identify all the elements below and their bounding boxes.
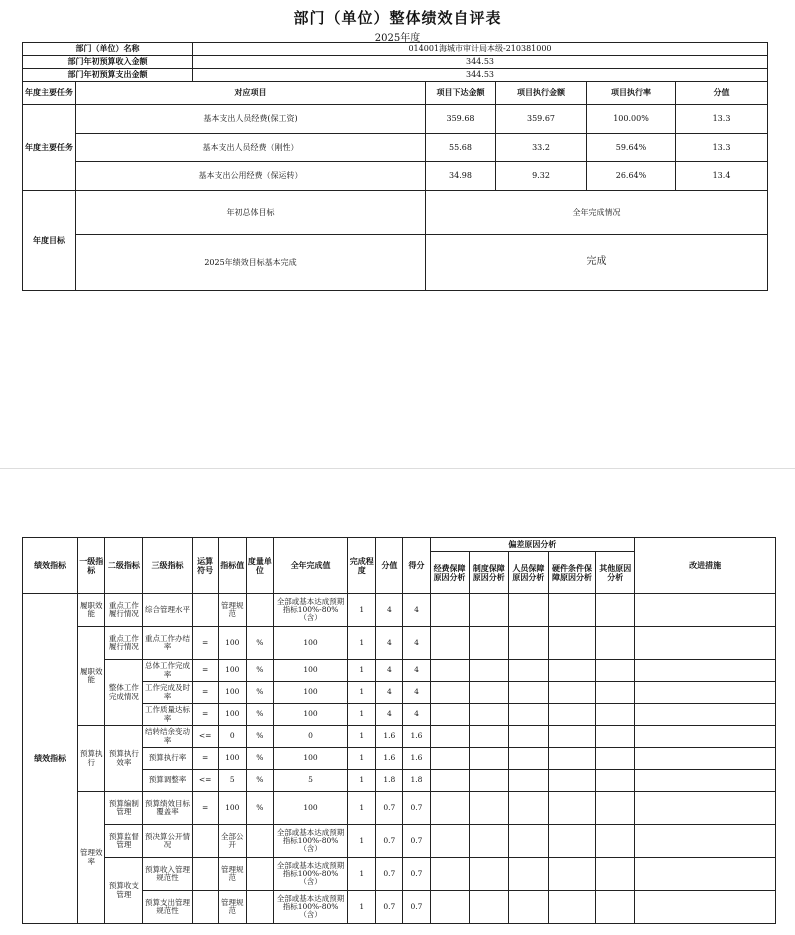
task-issued: 34.98 xyxy=(426,162,496,191)
target-cell: 管理规范 xyxy=(218,891,246,924)
page-divider xyxy=(0,468,795,469)
hardware-cell xyxy=(548,748,595,770)
score-cell: 4 xyxy=(376,682,403,704)
degree-cell: 1 xyxy=(348,748,376,770)
unit-cell: % xyxy=(246,660,273,682)
score-cell: 0.7 xyxy=(376,792,403,825)
system-cell xyxy=(469,660,508,682)
staff-cell xyxy=(508,858,548,891)
l3-header: 三级指标 xyxy=(143,538,192,594)
task-issued: 359.68 xyxy=(426,105,496,134)
other-cell xyxy=(596,858,635,891)
staff-cell xyxy=(508,660,548,682)
task-item: 基本支出人员经费(保工资) xyxy=(76,105,426,134)
l2-header: 二级指标 xyxy=(105,538,143,594)
degree-cell: 1 xyxy=(348,792,376,825)
op-cell xyxy=(192,825,218,858)
expense-label: 部门年初预算支出金额 xyxy=(23,69,193,82)
task-row xyxy=(23,162,768,191)
got-cell: 1.6 xyxy=(403,748,430,770)
degree-cell: 1 xyxy=(348,891,376,924)
score-col-header: 分值 xyxy=(676,82,768,105)
task-rate: 100.00% xyxy=(587,105,676,134)
measures-cell xyxy=(635,770,776,792)
l1-cell: 管理效率 xyxy=(78,792,105,924)
other-cell xyxy=(596,891,635,924)
score-cell: 4 xyxy=(376,594,403,627)
fund-cell xyxy=(430,682,469,704)
unit-cell: % xyxy=(246,770,273,792)
l3-cell: 预算执行率 xyxy=(143,748,192,770)
hardware-cell xyxy=(548,726,595,748)
got-cell: 0.7 xyxy=(403,825,430,858)
score-cell: 4 xyxy=(376,627,403,660)
income-value: 344.53 xyxy=(193,56,768,69)
system-cell xyxy=(469,594,508,627)
target-cell: 100 xyxy=(218,792,246,825)
target-cell: 管理规范 xyxy=(218,594,246,627)
got-cell: 0.7 xyxy=(403,792,430,825)
unit-cell xyxy=(246,891,273,924)
measures-cell xyxy=(635,627,776,660)
got-cell: 1.8 xyxy=(403,770,430,792)
l3-cell: 工作完成及时率 xyxy=(143,682,192,704)
income-label: 部门年初预算收入金额 xyxy=(23,56,193,69)
l1-cell: 履职效能 xyxy=(78,627,105,726)
unit-cell: % xyxy=(246,792,273,825)
got-cell: 4 xyxy=(403,660,430,682)
got-cell: 0.7 xyxy=(403,891,430,924)
perf-row xyxy=(23,726,776,748)
op-cell: = xyxy=(192,627,218,660)
system-cell xyxy=(469,704,508,726)
op-cell: = xyxy=(192,660,218,682)
deviation-header: 偏差原因分析 xyxy=(430,538,635,552)
score-cell: 1.8 xyxy=(376,770,403,792)
fund-cell xyxy=(430,891,469,924)
self-evaluation-summary-table xyxy=(22,42,768,291)
hardware-cell xyxy=(548,594,595,627)
got-header: 得分 xyxy=(403,538,430,594)
other-cell xyxy=(596,627,635,660)
degree-cell: 1 xyxy=(348,825,376,858)
op-cell: = xyxy=(192,748,218,770)
other-cell xyxy=(596,660,635,682)
l3-cell: 结转结余变动率 xyxy=(143,726,192,748)
kpi-header: 绩效指标 xyxy=(23,538,78,594)
system-cell xyxy=(469,891,508,924)
l3-cell: 综合管理水平 xyxy=(143,594,192,627)
score-cell: 0.7 xyxy=(376,825,403,858)
hardware-cell xyxy=(548,682,595,704)
op-cell: <= xyxy=(192,726,218,748)
system-header: 制度保障原因分析 xyxy=(469,552,508,594)
task-row xyxy=(23,133,768,162)
report-year: 2025年度 xyxy=(374,33,421,44)
score-header: 分值 xyxy=(376,538,403,594)
system-cell xyxy=(469,792,508,825)
annual-cell: 100 xyxy=(273,660,347,682)
fund-cell xyxy=(430,792,469,825)
perf-header-row xyxy=(23,538,776,552)
unit-header: 度量单位 xyxy=(246,538,273,594)
degree-cell: 1 xyxy=(348,704,376,726)
other-cell xyxy=(596,594,635,627)
op-cell xyxy=(192,891,218,924)
annual-cell: 全部或基本达成预期指标100%-80%（含） xyxy=(273,825,347,858)
system-cell xyxy=(469,726,508,748)
system-cell xyxy=(469,682,508,704)
unit-cell: % xyxy=(246,726,273,748)
page-title: 部门（单位）整体绩效自评表 xyxy=(293,9,502,27)
unit-cell: % xyxy=(246,627,273,660)
goal-target: 2025年绩效目标基本完成 xyxy=(76,234,426,290)
system-cell xyxy=(469,748,508,770)
score-cell: 0.7 xyxy=(376,858,403,891)
fund-header: 经费保障原因分析 xyxy=(430,552,469,594)
op-cell: <= xyxy=(192,770,218,792)
staff-cell xyxy=(508,792,548,825)
target-cell: 100 xyxy=(218,627,246,660)
annual-cell: 100 xyxy=(273,682,347,704)
annual-cell: 100 xyxy=(273,704,347,726)
expense-value: 344.53 xyxy=(193,69,768,82)
other-cell xyxy=(596,704,635,726)
unit-cell xyxy=(246,825,273,858)
perf-row xyxy=(23,792,776,825)
performance-indicator-table xyxy=(22,537,776,924)
unit-cell: % xyxy=(246,682,273,704)
fund-cell xyxy=(430,704,469,726)
annual-cell: 100 xyxy=(273,748,347,770)
unit-name-label: 部门（单位）名称 xyxy=(23,43,193,56)
task-item: 基本支出人员经费（刚性） xyxy=(76,133,426,162)
hardware-cell xyxy=(548,660,595,682)
fund-cell xyxy=(430,825,469,858)
staff-cell xyxy=(508,825,548,858)
measures-cell xyxy=(635,682,776,704)
staff-cell xyxy=(508,682,548,704)
op-header: 运算符号 xyxy=(192,538,218,594)
staff-cell xyxy=(508,627,548,660)
l2-cell: 整体工作完成情况 xyxy=(105,660,143,726)
degree-cell: 1 xyxy=(348,770,376,792)
target-cell: 100 xyxy=(218,704,246,726)
task-exec: 9.32 xyxy=(496,162,587,191)
item-col-header: 对应项目 xyxy=(76,82,426,105)
annual-cell: 100 xyxy=(273,792,347,825)
measures-header: 改进措施 xyxy=(635,538,776,594)
perf-row xyxy=(23,825,776,858)
measures-cell xyxy=(635,792,776,825)
staff-cell xyxy=(508,748,548,770)
got-cell: 4 xyxy=(403,704,430,726)
got-cell: 0.7 xyxy=(403,858,430,891)
goal-target-header: 年初总体目标 xyxy=(76,190,426,234)
goal-done-header: 全年完成情况 xyxy=(426,190,768,234)
perf-row xyxy=(23,660,776,682)
l3-cell: 预算绩效目标覆盖率 xyxy=(143,792,192,825)
measures-cell xyxy=(635,748,776,770)
task-issued: 55.68 xyxy=(426,133,496,162)
l1-cell: 履职效能 xyxy=(78,594,105,627)
other-header: 其他原因分析 xyxy=(596,552,635,594)
l1-cell: 预算执行 xyxy=(78,726,105,792)
task-rate: 59.64% xyxy=(587,133,676,162)
rate-col-header: 项目执行率 xyxy=(587,82,676,105)
op-cell xyxy=(192,594,218,627)
exec-col-header: 项目执行金额 xyxy=(496,82,587,105)
target-cell: 0 xyxy=(218,726,246,748)
other-cell xyxy=(596,770,635,792)
staff-cell xyxy=(508,891,548,924)
score-cell: 4 xyxy=(376,704,403,726)
fund-cell xyxy=(430,660,469,682)
task-row-label: 年度主要任务 xyxy=(23,105,76,191)
hardware-cell xyxy=(548,704,595,726)
staff-cell xyxy=(508,704,548,726)
measures-cell xyxy=(635,594,776,627)
l3-cell: 预算支出管理规范性 xyxy=(143,891,192,924)
target-header: 指标值 xyxy=(218,538,246,594)
task-score: 13.3 xyxy=(676,133,768,162)
goal-content-row xyxy=(23,234,768,290)
degree-cell: 1 xyxy=(348,858,376,891)
other-cell xyxy=(596,682,635,704)
task-item: 基本支出公用经费（保运转） xyxy=(76,162,426,191)
degree-cell: 1 xyxy=(348,627,376,660)
unit-name-value: 014001海城市审计局本级-210381000 xyxy=(193,43,768,56)
system-cell xyxy=(469,770,508,792)
task-exec: 33.2 xyxy=(496,133,587,162)
l2-cell: 重点工作履行情况 xyxy=(105,594,143,627)
hardware-header: 硬件条件保障原因分析 xyxy=(548,552,595,594)
degree-cell: 1 xyxy=(348,726,376,748)
perf-row xyxy=(23,594,776,627)
fund-cell xyxy=(430,594,469,627)
fund-cell xyxy=(430,858,469,891)
perf-row xyxy=(23,858,776,891)
other-cell xyxy=(596,825,635,858)
l3-cell: 预决算公开情况 xyxy=(143,825,192,858)
annual-header: 全年完成值 xyxy=(273,538,347,594)
got-cell: 4 xyxy=(403,594,430,627)
got-cell: 1.6 xyxy=(403,726,430,748)
measures-cell xyxy=(635,726,776,748)
staff-header: 人员保障原因分析 xyxy=(508,552,548,594)
score-cell: 4 xyxy=(376,660,403,682)
measures-cell xyxy=(635,858,776,891)
degree-cell: 1 xyxy=(348,682,376,704)
hardware-cell xyxy=(548,770,595,792)
measures-cell xyxy=(635,891,776,924)
task-header-row xyxy=(23,82,768,105)
annual-cell: 全部或基本达成预期指标100%-80%（含） xyxy=(273,858,347,891)
op-cell: = xyxy=(192,682,218,704)
system-cell xyxy=(469,627,508,660)
task-exec: 359.67 xyxy=(496,105,587,134)
system-cell xyxy=(469,858,508,891)
target-cell: 5 xyxy=(218,770,246,792)
income-row xyxy=(23,56,768,69)
l3-cell: 重点工作办结率 xyxy=(143,627,192,660)
got-cell: 4 xyxy=(403,627,430,660)
degree-cell: 1 xyxy=(348,660,376,682)
goal-header-row xyxy=(23,190,768,234)
l1-header: 一级指标 xyxy=(78,538,105,594)
fund-cell xyxy=(430,748,469,770)
l2-cell: 预算收支管理 xyxy=(105,858,143,924)
score-cell: 1.6 xyxy=(376,726,403,748)
task-score: 13.3 xyxy=(676,105,768,134)
unit-cell: % xyxy=(246,748,273,770)
unit-cell: % xyxy=(246,704,273,726)
task-rate: 26.64% xyxy=(587,162,676,191)
score-cell: 0.7 xyxy=(376,891,403,924)
fund-cell xyxy=(430,627,469,660)
goal-done: 完成 xyxy=(426,234,768,290)
l2-cell: 预算监督管理 xyxy=(105,825,143,858)
task-row xyxy=(23,105,768,134)
annual-cell: 100 xyxy=(273,627,347,660)
target-cell: 100 xyxy=(218,660,246,682)
expense-row xyxy=(23,69,768,82)
degree-header: 完成程度 xyxy=(348,538,376,594)
hardware-cell xyxy=(548,627,595,660)
hardware-cell xyxy=(548,825,595,858)
target-cell: 管理规范 xyxy=(218,858,246,891)
measures-cell xyxy=(635,825,776,858)
unit-cell xyxy=(246,594,273,627)
staff-cell xyxy=(508,726,548,748)
other-cell xyxy=(596,748,635,770)
annual-cell: 全部或基本达成预期指标100%-80%（含） xyxy=(273,594,347,627)
task-col-header: 年度主要任务 xyxy=(23,82,76,105)
fund-cell xyxy=(430,726,469,748)
unit-name-row xyxy=(23,43,768,56)
l3-cell: 工作质量达标率 xyxy=(143,704,192,726)
got-cell: 4 xyxy=(403,682,430,704)
annual-cell: 全部或基本达成预期指标100%-80%（含） xyxy=(273,891,347,924)
l2-cell: 预算编制管理 xyxy=(105,792,143,825)
l2-cell: 预算执行效率 xyxy=(105,726,143,792)
score-cell: 1.6 xyxy=(376,748,403,770)
hardware-cell xyxy=(548,891,595,924)
l3-cell: 预算调整率 xyxy=(143,770,192,792)
unit-cell xyxy=(246,858,273,891)
target-cell: 全部公开 xyxy=(218,825,246,858)
task-score: 13.4 xyxy=(676,162,768,191)
perf-row xyxy=(23,627,776,660)
goal-label: 年度目标 xyxy=(23,190,76,290)
l3-cell: 预算收入管理规范性 xyxy=(143,858,192,891)
l3-cell: 总体工作完成率 xyxy=(143,660,192,682)
measures-cell xyxy=(635,660,776,682)
hardware-cell xyxy=(548,858,595,891)
op-cell: = xyxy=(192,792,218,825)
annual-cell: 0 xyxy=(273,726,347,748)
degree-cell: 1 xyxy=(348,594,376,627)
other-cell xyxy=(596,792,635,825)
system-cell xyxy=(469,825,508,858)
kpi-label: 绩效指标 xyxy=(23,594,78,924)
other-cell xyxy=(596,726,635,748)
target-cell: 100 xyxy=(218,682,246,704)
hardware-cell xyxy=(548,792,595,825)
issued-col-header: 项目下达金额 xyxy=(426,82,496,105)
op-cell xyxy=(192,858,218,891)
target-cell: 100 xyxy=(218,748,246,770)
op-cell: = xyxy=(192,704,218,726)
annual-cell: 5 xyxy=(273,770,347,792)
measures-cell xyxy=(635,704,776,726)
l2-cell: 重点工作履行情况 xyxy=(105,627,143,660)
staff-cell xyxy=(508,594,548,627)
fund-cell xyxy=(430,770,469,792)
staff-cell xyxy=(508,770,548,792)
